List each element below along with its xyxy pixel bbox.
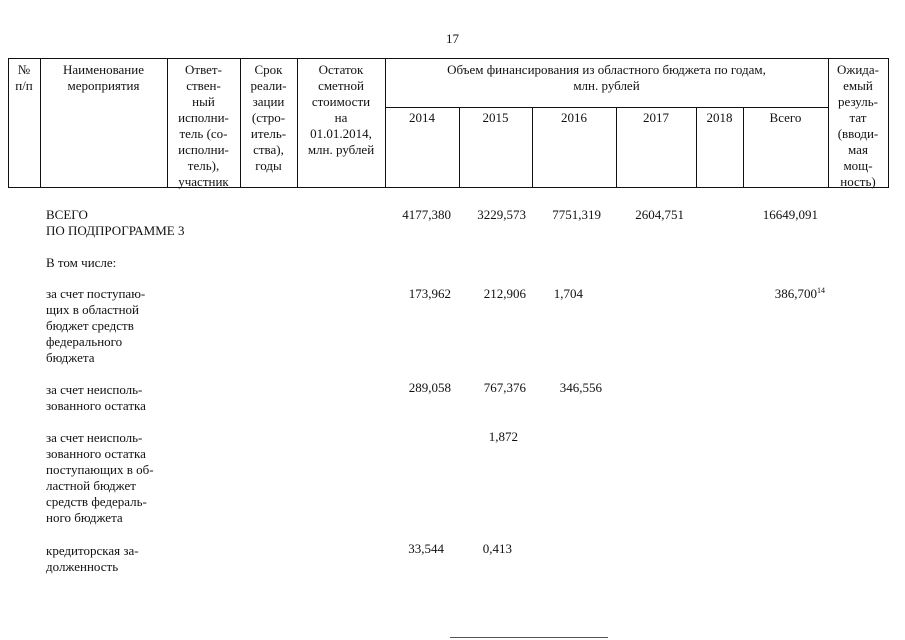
header-year-total: Всего — [769, 110, 802, 125]
footnote-separator — [450, 637, 608, 638]
value-2014: 289,058 — [408, 380, 451, 395]
header-year-2015: 2015 — [482, 110, 509, 125]
value-2015: 767,376 — [483, 380, 526, 395]
header-year-2017: 2017 — [643, 110, 669, 125]
value-2017: 2604,751 — [635, 207, 684, 222]
header-col-term: Срок реали- зации (стро- итель- ства), годы — [250, 62, 287, 173]
header-col-expected-result: Ожида- емый резуль- тат (вводи- мая мощ- ность) — [836, 62, 880, 189]
page-number: 17 — [446, 31, 459, 46]
row-name: за счет неисполь- зованного остатка поступающих в об- ластной бюджет средств федераль- ного бюджета — [46, 430, 154, 525]
value-2016: 1,704 — [553, 286, 583, 301]
value-total: 386,700$^{14}$ — [774, 286, 825, 301]
fund-subheader-border — [385, 107, 828, 108]
value-2014: 4177,380 — [402, 207, 451, 222]
header-col-number: № п/п — [15, 62, 33, 93]
footnote-marker: 14 — [817, 286, 825, 295]
table-top-border — [8, 58, 888, 59]
value-2015: 1,872 — [488, 429, 518, 444]
header-year-2016: 2016 — [561, 110, 587, 125]
row-name: за счет поступаю- щих в областной бюджет средств федерального бюджета — [46, 286, 146, 365]
row-name: за счет неисполь- зованного остатка — [46, 382, 146, 413]
row-name: ВСЕГО ПО ПОДПРОГРАММЕ 3 — [46, 207, 185, 238]
value-2015: 212,906 — [483, 286, 526, 301]
value-total: 16649,091 — [762, 207, 818, 222]
row-name: В том числе: — [46, 255, 117, 270]
header-col-name: Наименование мероприятия — [63, 62, 144, 93]
row-name: кредиторская за- долженность — [46, 543, 139, 574]
value-2016: 346,556 — [559, 380, 602, 395]
value-2015: 3229,573 — [477, 207, 526, 222]
value-2015: 0,413 — [482, 541, 512, 556]
value-2014: 33,544 — [408, 541, 444, 556]
header-col-executor: Ответ- ствен- ный исполни- тель (со- исполни- тель), участник — [178, 62, 229, 189]
header-bottom-border — [8, 187, 888, 188]
header-col-remaining-cost: Остаток сметной стоимости на 01.01.2014, млн. рублей — [307, 62, 375, 157]
value-2016: 7751,319 — [552, 207, 601, 222]
value-2014: 173,962 — [408, 286, 451, 301]
col-border-12 — [888, 58, 889, 188]
header-year-2014: 2014 — [409, 110, 435, 125]
header-col-funding: Объем финансирования из областного бюджета по годам, млн. рублей — [447, 62, 766, 93]
header-year-2018: 2018 — [706, 110, 733, 125]
